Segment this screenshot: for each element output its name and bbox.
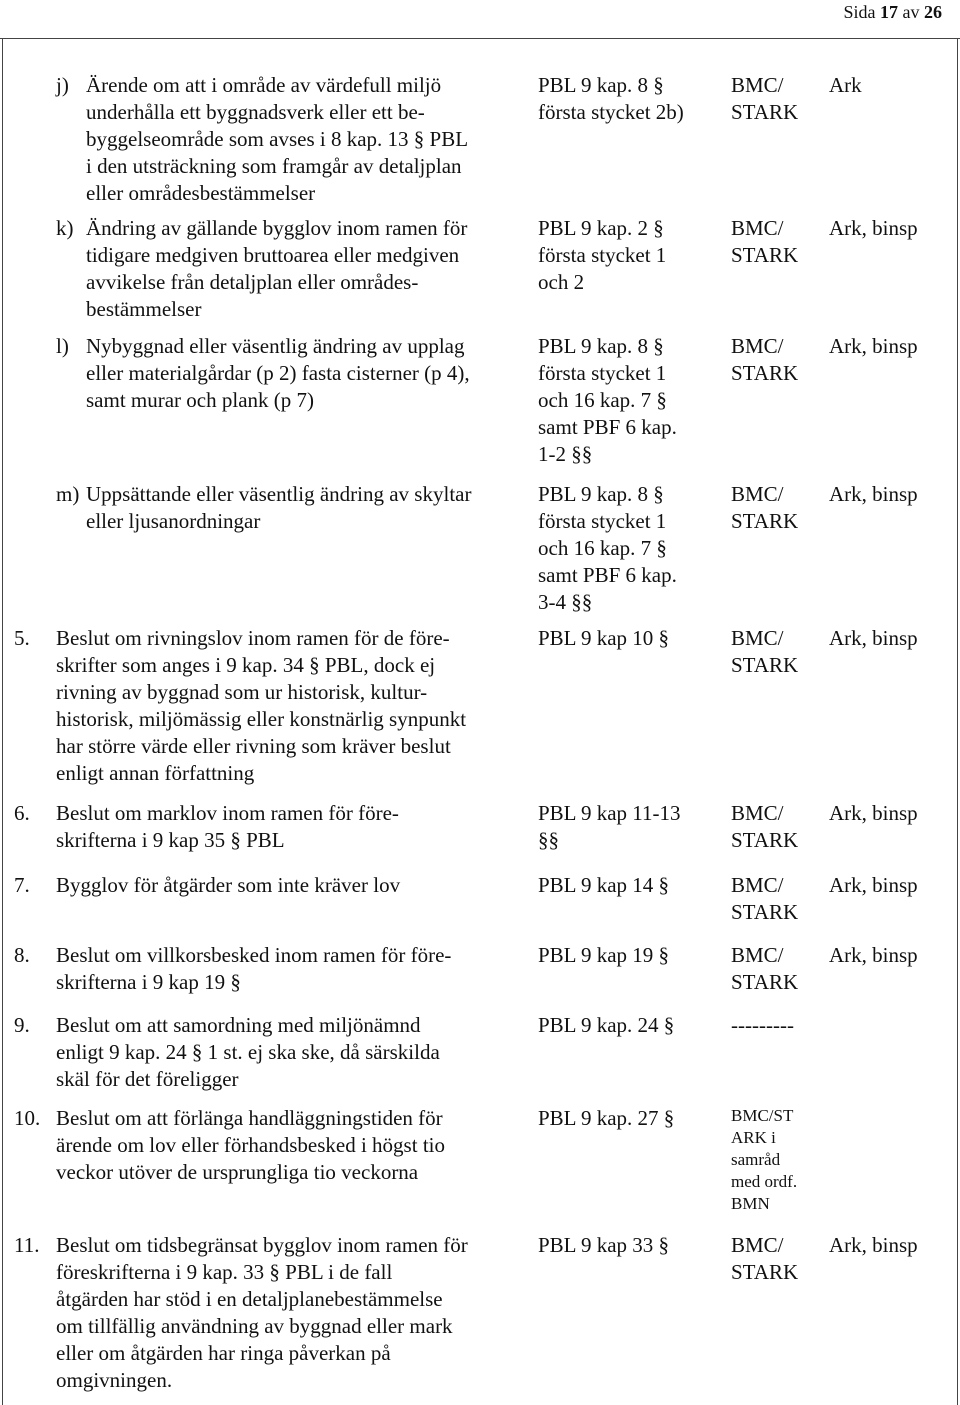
law-reference: [538, 625, 718, 652]
item-text-line: Beslut om rivningslov inom ramen för de före-: [56, 626, 450, 650]
law-line: PBL 9 kap. 2 §: [538, 216, 664, 240]
consulted: [829, 333, 954, 360]
law-line: samt PBF 6 kap.: [538, 415, 677, 439]
item-text-line: enligt 9 kap. 24 § 1 st. ej ska ske, då särskilda: [56, 1040, 440, 1064]
item-text-line: historisk, miljömässig eller konstnärlig synpunkt: [56, 707, 467, 731]
item-text-line: tidigare medgiven bruttoarea eller medgiven: [86, 243, 460, 267]
item-text-line: Beslut om att samordning med miljönämnd: [56, 1013, 421, 1037]
item-text-line: avvikelse från detaljplan eller områdes-: [86, 270, 419, 294]
role-line: BMC/: [731, 873, 784, 897]
page-of: av: [902, 2, 920, 22]
consulted-line: Ark, binsp: [829, 873, 918, 897]
role-line: BMC/: [731, 626, 784, 650]
consulted-line: Ark, binsp: [829, 801, 918, 825]
law-line: PBL 9 kap. 8 §: [538, 482, 664, 506]
law-reference: [538, 872, 718, 899]
role-line: BMC/: [731, 801, 784, 825]
item-text: [86, 333, 536, 414]
role-line: BMN: [731, 1194, 770, 1213]
item-text-line: om tillfällig användning av byggnad eller mark: [56, 1314, 453, 1338]
law-reference: [538, 333, 718, 468]
item-text: [56, 1105, 526, 1186]
item-text-line: Uppsättande eller väsentlig ändring av skyltar: [86, 482, 472, 506]
item-text-line: veckor utöver de ursprungliga tio veckorna: [56, 1160, 419, 1184]
item-label: j): [56, 73, 69, 97]
law-line: samt PBF 6 kap.: [538, 563, 677, 587]
page-label: Sida: [843, 2, 876, 22]
top-rule: [0, 38, 960, 39]
item-text: [86, 481, 536, 535]
law-line: PBL 9 kap 19 §: [538, 943, 670, 967]
role-line: BMC/ST: [731, 1106, 794, 1125]
item-text-line: samt murar och plank (p 7): [86, 388, 315, 412]
consulted-line: Ark, binsp: [829, 1233, 918, 1257]
item-text: [56, 625, 526, 787]
delegate-role: [731, 625, 821, 679]
item-text-line: har större värde eller rivning som kräver beslut: [56, 734, 451, 758]
item-text-line: skrifterna i 9 kap 35 § PBL: [56, 828, 285, 852]
law-reference: [538, 72, 718, 126]
item-label: 11.: [14, 1233, 40, 1257]
item-label: 10.: [14, 1106, 41, 1130]
item-text-line: ärende om lov eller förhandsbesked i högst tio: [56, 1133, 445, 1157]
item-text-line: skrifterna i 9 kap 19 §: [56, 970, 241, 994]
role-line: STARK: [731, 970, 799, 994]
item-label: 6.: [14, 801, 30, 825]
consulted-line: Ark, binsp: [829, 482, 918, 506]
role-line: BMC/: [731, 216, 784, 240]
role-line: STARK: [731, 100, 799, 124]
item-label: 8.: [14, 943, 30, 967]
item-text-line: åtgärden har stöd i en detaljplanebestämmelse: [56, 1287, 443, 1311]
consulted: [829, 800, 954, 827]
role-line: ARK i: [731, 1128, 776, 1147]
law-line: 3-4 §§: [538, 590, 593, 614]
law-line: PBL 9 kap 11-13: [538, 801, 681, 825]
page-number: 17: [880, 2, 898, 22]
item-label: k): [56, 216, 74, 240]
item-text-line: underhålla ett byggnadsverk eller ett be-: [86, 100, 425, 124]
law-line: och 2: [538, 270, 585, 294]
law-line: PBL 9 kap. 8 §: [538, 73, 664, 97]
role-line: STARK: [731, 1260, 799, 1284]
consulted-line: Ark: [829, 73, 862, 97]
item-text: [56, 872, 526, 899]
item-text-line: Beslut om tidsbegränsat bygglov inom ramen för: [56, 1233, 468, 1257]
role-line: med ordf.: [731, 1172, 798, 1191]
delegate-role: [731, 800, 821, 854]
law-line: PBL 9 kap 33 §: [538, 1233, 670, 1257]
law-line: §§: [538, 828, 559, 852]
role-line: STARK: [731, 653, 799, 677]
delegate-role: [731, 872, 821, 926]
item-text-line: Ärende om att i område av värdefull miljö: [86, 73, 442, 97]
delegate-role: [731, 942, 821, 996]
law-line: PBL 9 kap. 8 §: [538, 334, 664, 358]
item-text: [56, 800, 526, 854]
role-line: STARK: [731, 509, 799, 533]
role-line: STARK: [731, 361, 799, 385]
law-reference: [538, 481, 718, 616]
item-text: [56, 942, 526, 996]
role-line: BMC/: [731, 482, 784, 506]
consulted: [829, 1232, 954, 1259]
item-label: 7.: [14, 873, 30, 897]
item-text-line: byggelseområde som avses i 8 kap. 13 § PBL: [86, 127, 469, 151]
role-line: STARK: [731, 900, 799, 924]
consulted-line: Ark, binsp: [829, 216, 918, 240]
consulted: [829, 942, 954, 969]
item-text-line: skäl för det föreligger: [56, 1067, 239, 1091]
page-header: [843, 0, 960, 24]
item-text-line: Nybyggnad eller väsentlig ändring av upplag: [86, 334, 465, 358]
law-line: första stycket 1: [538, 243, 667, 267]
item-text-line: eller om åtgärden har ringa påverkan på: [56, 1341, 391, 1365]
delegate-role: [731, 481, 821, 535]
consulted: [829, 872, 954, 899]
item-text-line: Beslut om att förlänga handläggningstiden för: [56, 1106, 443, 1130]
item-text-line: eller ljusanordningar: [86, 509, 261, 533]
item-text-line: Ändring av gällande bygglov inom ramen för: [86, 216, 468, 240]
item-text-line: i den utsträckning som framgår av detaljplan: [86, 154, 462, 178]
role-line: BMC/: [731, 73, 784, 97]
law-reference: [538, 1232, 718, 1259]
law-reference: [538, 215, 718, 296]
item-label: 9.: [14, 1013, 30, 1037]
role-line: samråd: [731, 1150, 781, 1169]
law-line: och 16 kap. 7 §: [538, 388, 667, 412]
item-text-line: eller områdesbestämmelser: [86, 181, 316, 205]
law-reference: [538, 942, 718, 969]
law-line: PBL 9 kap 14 §: [538, 873, 670, 897]
consulted: [829, 72, 954, 99]
right-border: [957, 38, 958, 1405]
delegate-role: [731, 215, 821, 269]
item-text-line: rivning av byggnad som ur historisk, kultur-: [56, 680, 428, 704]
item-text: [56, 1232, 526, 1394]
item-text-line: Beslut om marklov inom ramen för före-: [56, 801, 399, 825]
law-line: 1-2 §§: [538, 442, 593, 466]
item-text-line: bestämmelser: [86, 297, 202, 321]
role-line: BMC/: [731, 943, 784, 967]
consulted-line: Ark, binsp: [829, 943, 918, 967]
item-text: [86, 72, 536, 207]
item-text: [56, 1012, 526, 1093]
law-reference: [538, 800, 718, 854]
item-label: l): [56, 334, 69, 358]
consulted-line: Ark, binsp: [829, 334, 918, 358]
item-text-line: eller materialgårdar (p 2) fasta cisterner (p 4),: [86, 361, 470, 385]
item-text-line: skrifter som anges i 9 kap. 34 § PBL, dock ej: [56, 653, 436, 677]
delegate-role: [731, 333, 821, 387]
delegate-role: [731, 1105, 821, 1215]
consulted-line: Ark, binsp: [829, 626, 918, 650]
law-line: första stycket 2b): [538, 100, 684, 124]
role-line: BMC/: [731, 1233, 784, 1257]
role-line: BMC/: [731, 334, 784, 358]
role-line: STARK: [731, 243, 799, 267]
consulted: [829, 625, 954, 652]
item-label: 5.: [14, 626, 30, 650]
law-line: första stycket 1: [538, 361, 667, 385]
delegate-role: [731, 1232, 821, 1286]
consulted: [829, 215, 954, 242]
delegate-role: [731, 1012, 821, 1039]
page-total: 26: [924, 2, 942, 22]
law-line: första stycket 1: [538, 509, 667, 533]
law-line: PBL 9 kap. 27 §: [538, 1106, 675, 1130]
item-text-line: enligt annan författning: [56, 761, 255, 785]
consulted: [829, 481, 954, 508]
left-border: [2, 38, 3, 1405]
item-label: m): [56, 482, 80, 506]
item-text: [86, 215, 536, 323]
role-line: STARK: [731, 828, 799, 852]
item-text-line: Bygglov för åtgärder som inte kräver lov: [56, 873, 401, 897]
law-reference: [538, 1012, 718, 1039]
law-line: och 16 kap. 7 §: [538, 536, 667, 560]
law-line: PBL 9 kap 10 §: [538, 626, 670, 650]
item-text-line: föreskrifterna i 9 kap. 33 § PBL i de fall: [56, 1260, 393, 1284]
item-text-line: omgivningen.: [56, 1368, 173, 1392]
item-text-line: Beslut om villkorsbesked inom ramen för före-: [56, 943, 452, 967]
delegate-role: [731, 72, 821, 126]
law-line: PBL 9 kap. 24 §: [538, 1013, 675, 1037]
law-reference: [538, 1105, 718, 1132]
role-line: ---------: [731, 1013, 794, 1037]
